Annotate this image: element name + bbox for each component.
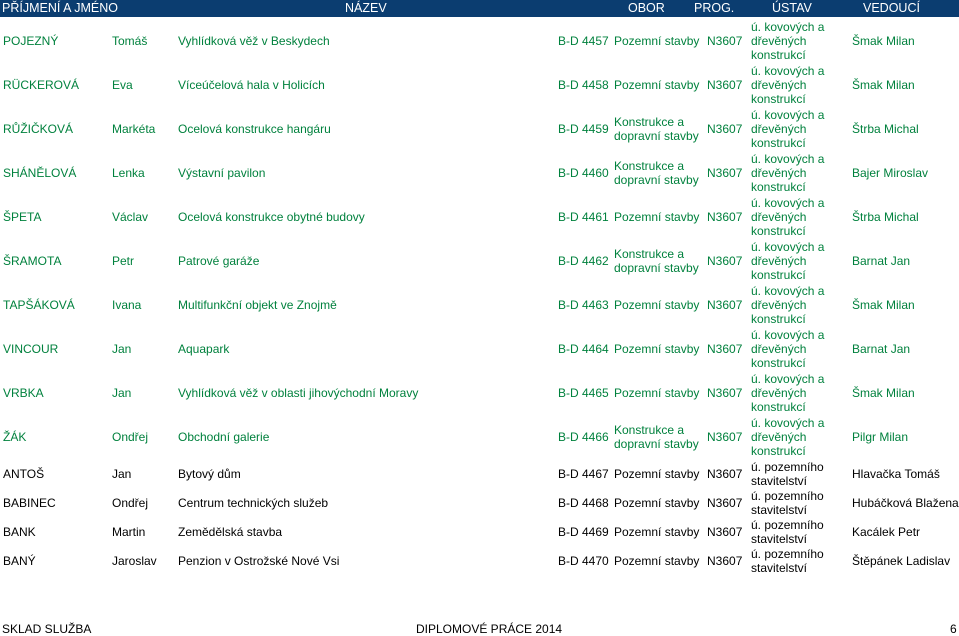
row-field: Konstrukce a dopravní stavby [614,423,699,451]
row-field: Pozemní stavby [614,78,700,92]
row-thesis-title: Centrum technických služeb [178,495,329,510]
row-field: Konstrukce a dopravní stavby [614,159,699,187]
header-field: OBOR [628,1,665,15]
row-supervisor: Šmak Milan [852,386,915,400]
footer-center: DIPLOMOVÉ PRÁCE 2014 [416,622,563,636]
row-field: Pozemní stavby [614,210,700,224]
table-row [0,151,959,195]
row-institute: ú. kovových a dřevěných konstrukcí [751,416,825,458]
row-institute: ú. kovových a dřevěných konstrukcí [751,108,825,150]
row-first-name: Jan [112,386,132,400]
row-first-name: Eva [112,78,133,92]
table-row [0,19,959,63]
table-row [0,195,959,239]
table-row [0,517,959,546]
row-program: N3607 [707,210,743,224]
row-surname: BANÝ [3,553,36,568]
row-surname: BABINEC [3,495,56,510]
row-surname: POJEZNÝ [3,34,59,48]
row-supervisor: Barnat Jan [852,342,911,356]
row-institute: ú. pozemního stavitelství [751,546,824,575]
row-code: B-D 4464 [558,342,609,356]
row-first-name: Jan [112,342,132,356]
row-program: N3607 [707,254,743,268]
row-program: N3607 [707,34,743,48]
row-program: N3607 [707,166,743,180]
row-program: N3607 [707,78,743,92]
row-program: N3607 [707,342,743,356]
row-first-name: Jan [112,466,132,481]
row-surname: ANTOŠ [3,466,45,481]
footer-left: SKLAD SLUŽBA [2,622,92,636]
row-thesis-title: Víceúčelová hala v Holicích [178,78,325,92]
row-code: B-D 4463 [558,298,609,312]
page-number: 6 [950,622,957,636]
theses-table [0,19,959,575]
row-program: N3607 [707,553,743,568]
row-institute: ú. kovových a dřevěných konstrukcí [751,64,825,106]
row-surname: RÜCKEROVÁ [3,78,80,92]
row-first-name: Tomáš [112,34,148,48]
row-institute: ú. kovových a dřevěných konstrukcí [751,152,825,194]
table-row [0,371,959,415]
row-first-name: Jaroslav [112,553,157,568]
row-code: B-D 4470 [558,553,609,568]
header-institute: ÚSTAV [772,1,812,15]
row-first-name: Václav [112,210,149,224]
row-supervisor: Barnat Jan [852,254,911,268]
row-surname: ŠPETA [3,210,42,224]
row-field: Pozemní stavby [614,34,700,48]
row-thesis-title: Výstavní pavilon [178,166,266,180]
row-code: B-D 4457 [558,34,609,48]
row-first-name: Markéta [112,122,156,136]
row-supervisor: Hlavačka Tomáš [852,466,940,481]
row-first-name: Petr [112,254,135,268]
table-row [0,63,959,107]
row-thesis-title: Penzion v Ostrožské Nové Vsi [178,553,340,568]
row-supervisor: Šmak Milan [852,78,915,92]
row-field: Pozemní stavby [614,342,700,356]
table-row [0,239,959,283]
row-supervisor: Štěpánek Ladislav [852,553,951,568]
row-institute: ú. kovových a dřevěných konstrukcí [751,20,825,62]
row-program: N3607 [707,524,743,539]
header-prog: PROG. [694,1,735,15]
row-surname: SHÁNĚLOVÁ [3,166,77,180]
row-code: B-D 4460 [558,166,609,180]
row-code: B-D 4467 [558,466,609,481]
row-supervisor: Šmak Milan [852,34,915,48]
row-supervisor: Šmak Milan [852,298,915,312]
row-field: Pozemní stavby [614,466,700,481]
header-supervisor: VEDOUCÍ [863,1,920,15]
row-supervisor: Hubáčková Blažena [852,495,959,510]
row-supervisor: Bajer Miroslav [852,166,929,180]
row-field: Pozemní stavby [614,553,700,568]
row-program: N3607 [707,466,743,481]
row-surname: ŠRAMOTA [3,254,62,268]
row-program: N3607 [707,298,743,312]
row-institute: ú. kovových a dřevěných konstrukcí [751,284,825,326]
row-program: N3607 [707,430,743,444]
row-surname: VINCOUR [3,342,59,356]
row-institute: ú. kovových a dřevěných konstrukcí [751,372,825,414]
row-field: Pozemní stavby [614,386,700,400]
row-field: Konstrukce a dopravní stavby [614,115,699,143]
row-institute: ú. kovových a dřevěných konstrukcí [751,240,825,282]
row-first-name: Ondřej [112,430,149,444]
row-field: Konstrukce a dopravní stavby [614,247,699,275]
row-surname: RŮŽIČKOVÁ [3,122,74,136]
row-thesis-title: Vyhlídková věž v oblasti jihovýchodní Moravy [178,386,419,400]
row-first-name: Ondřej [112,495,149,510]
row-surname: VRBKA [3,386,44,400]
row-program: N3607 [707,386,743,400]
row-surname: ŽÁK [3,430,27,444]
row-surname: BANK [3,524,36,539]
row-thesis-title: Ocelová konstrukce obytné budovy [178,210,365,224]
table-row [0,107,959,151]
table-row [0,283,959,327]
row-field: Pozemní stavby [614,524,700,539]
page-footer [0,622,959,635]
row-code: B-D 4462 [558,254,609,268]
row-field: Pozemní stavby [614,298,700,312]
row-code: B-D 4458 [558,78,609,92]
row-code: B-D 4459 [558,122,609,136]
row-institute: ú. pozemního stavitelství [751,459,824,488]
table-row [0,546,959,575]
row-thesis-title: Obchodní galerie [178,430,270,444]
table-row [0,488,959,517]
row-first-name: Lenka [112,166,145,180]
row-code: B-D 4468 [558,495,609,510]
row-first-name: Ivana [112,298,142,312]
row-thesis-title: Vyhlídková věž v Beskydech [178,34,330,48]
row-surname: TAPŠÁKOVÁ [3,298,75,312]
row-supervisor: Štrba Michal [852,210,919,224]
row-code: B-D 4461 [558,210,609,224]
row-thesis-title: Bytový dům [178,466,241,481]
header-title: NÁZEV [345,1,387,15]
row-institute: ú. pozemního stavitelství [751,517,824,546]
header-name: PŘÍJMENÍ A JMÉNO [2,1,118,15]
row-code: B-D 4466 [558,430,609,444]
row-code: B-D 4465 [558,386,609,400]
row-institute: ú. pozemního stavitelství [751,488,824,517]
row-program: N3607 [707,122,743,136]
table-row [0,327,959,371]
table-row [0,459,959,488]
row-code: B-D 4469 [558,524,609,539]
row-supervisor: Štrba Michal [852,122,919,136]
row-institute: ú. kovových a dřevěných konstrukcí [751,196,825,238]
row-thesis-title: Aquapark [178,342,230,356]
row-supervisor: Kacálek Petr [852,524,921,539]
table-row [0,415,959,459]
row-thesis-title: Ocelová konstrukce hangáru [178,122,331,136]
row-institute: ú. kovových a dřevěných konstrukcí [751,328,825,370]
row-program: N3607 [707,495,743,510]
row-thesis-title: Multifunkční objekt ve Znojmě [178,298,337,312]
row-first-name: Martin [112,524,146,539]
row-supervisor: Pilgr Milan [852,430,909,444]
row-thesis-title: Zemědělská stavba [178,524,283,539]
row-thesis-title: Patrové garáže [178,254,260,268]
column-header-bar [0,0,959,17]
row-field: Pozemní stavby [614,495,700,510]
